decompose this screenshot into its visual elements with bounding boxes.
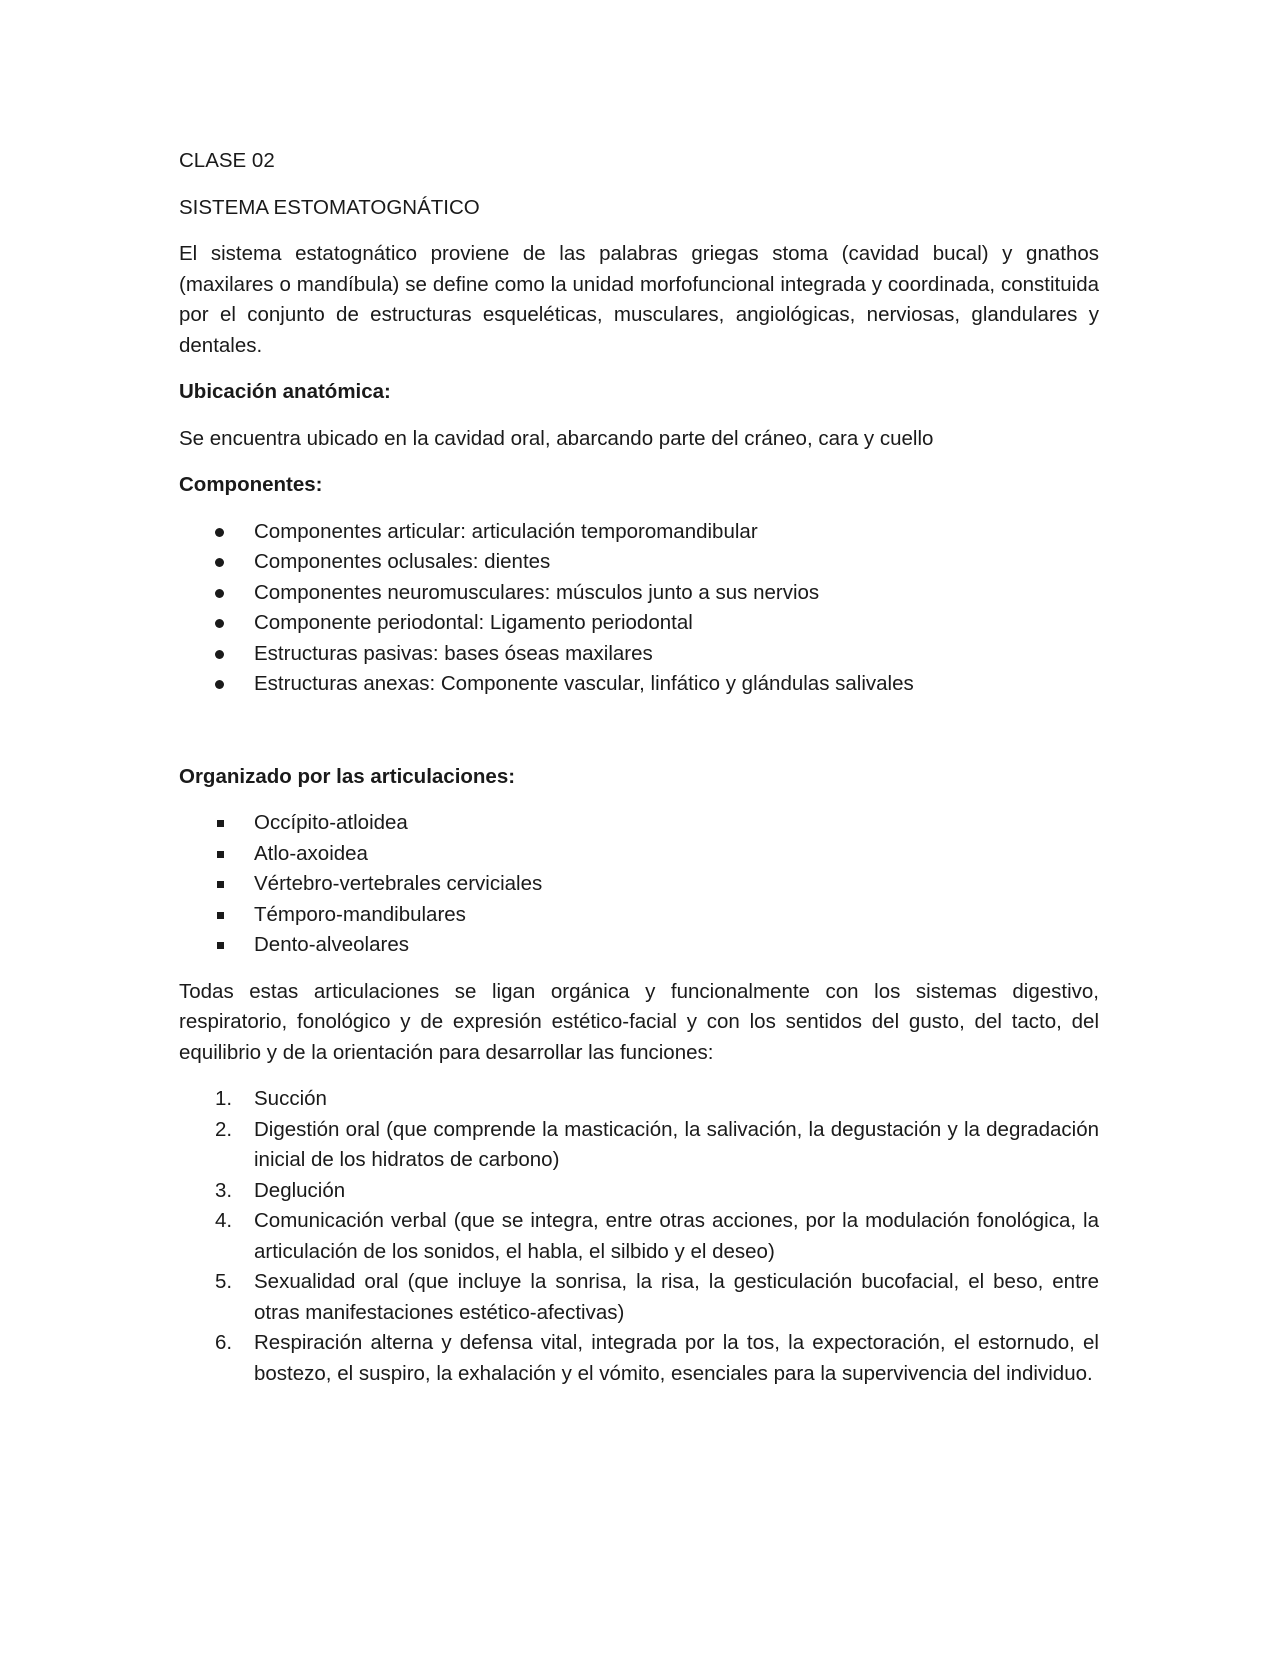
list-item: Estructuras pasivas: bases óseas maxilares [179,639,1099,670]
list-item: Dento-alveolares [179,930,1099,961]
list-item: Componente periodontal: Ligamento periodontal [179,608,1099,639]
location-paragraph: Se encuentra ubicado en la cavidad oral, abarcando parte del cráneo, cara y cuello [179,426,934,450]
list-number: 6. [215,1331,233,1354]
relation-paragraph: Todas estas articulaciones se ligan orgánica y funcionalmente con los sistemas digestivo, respiratorio, fonológico y de expresión estético-facial y con los sentidos del gusto, del tacto, del equilibrio y de la orientación para desarrollar las funciones: [179,979,1099,1064]
empty-paragraph [179,716,1099,762]
list-number: 3. [215,1178,233,1202]
joints-heading: Organizado por las articulaciones: [179,764,516,788]
list-number: 4. [215,1209,233,1232]
list-number: 2. [215,1117,233,1141]
list-item: Vértebro-vertebrales cerviciales [179,869,1099,900]
joints-list [179,808,1099,961]
list-text: Deglución [254,1178,346,1202]
list-item: Componentes articular: articulación temporomandibular [179,517,1099,548]
list-item: Componentes neuromusculares: músculos junto a sus nervios [179,578,1099,609]
functions-list [179,1084,1099,1389]
intro-paragraph: El sistema estatognático proviene de las palabras griegas stoma (cavidad bucal) y gnathos (maxilares o mandíbula) se define como la unidad morfofuncional integrada y coordinada, constituida por el conjunto de estructuras esqueléticas, musculares, angiológicas, nerviosas, glandulares y dentales. [179,242,1099,357]
list-item: Atlo-axoidea [179,839,1099,870]
list-number: 1. [215,1087,233,1110]
list-item: Estructuras anexas: Componente vascular, linfático y glándulas salivales [179,669,1099,700]
list-item: Témporo-mandibulares [179,900,1099,931]
list-item [179,1206,1099,1267]
list-number: 5. [215,1270,233,1293]
class-title: CLASE 02 [179,149,275,172]
list-text: Comunicación verbal (que se integra, entre otras acciones, por la modulación fonológica, la articulación de los sonidos, el habla, el silbido y el deseo) [254,1209,1099,1263]
list-text: Succión [254,1087,327,1110]
list-item [179,1115,1099,1176]
list-item [179,1328,1099,1389]
list-text: Respiración alterna y defensa vital, integrada por la tos, la expectoración, el estornudo, el bostezo, el suspiro, la exhalación y el vómito, esenciales para la supervivencia del individuo. [254,1331,1099,1385]
document-page [179,146,1099,1405]
system-title: SISTEMA ESTOMATOGNÁTICO [179,195,480,219]
list-text: Sexualidad oral (que incluye la sonrisa, la risa, la gesticulación bucofacial, el beso, entre otras manifestaciones estético-afectivas) [254,1270,1099,1324]
list-text: Digestión oral (que comprende la masticación, la salivación, la degustación y la degradación inicial de los hidratos de carbono) [254,1117,1099,1171]
list-item [179,1267,1099,1328]
list-item: Componentes oclusales: dientes [179,547,1099,578]
components-list [179,517,1099,700]
components-heading: Componentes: [179,473,323,496]
list-item [179,1176,1099,1207]
list-item [179,1084,1099,1115]
list-item: Occípito-atloidea [179,808,1099,839]
location-heading: Ubicación anatómica: [179,380,391,403]
